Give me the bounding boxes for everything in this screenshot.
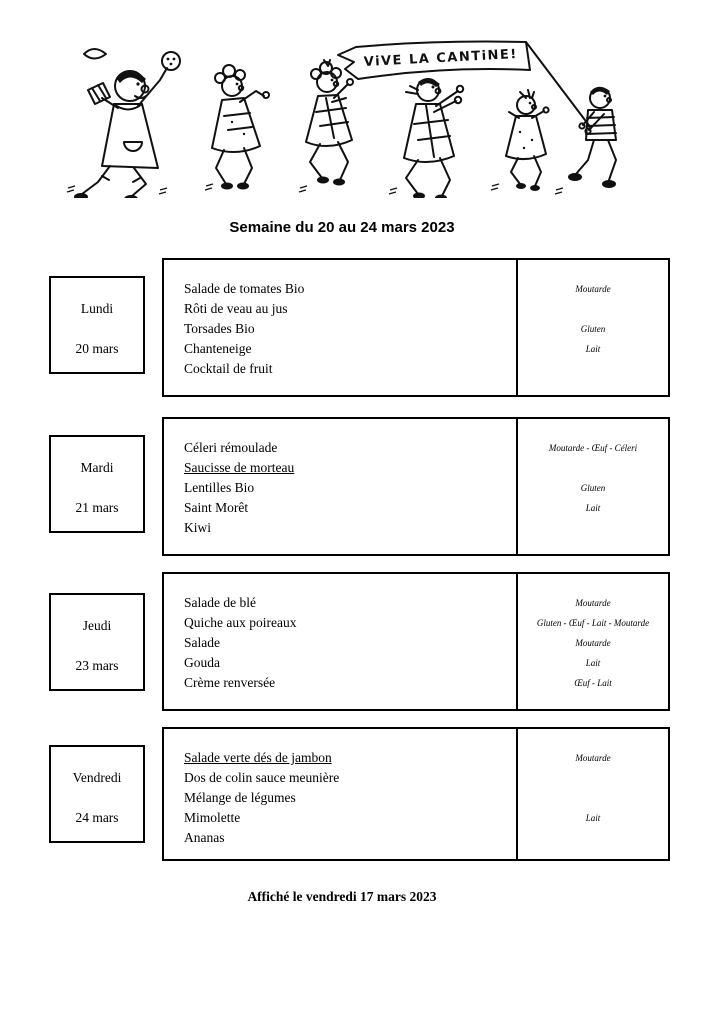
- menu-items-column: [164, 574, 516, 709]
- menu-item: Salade de tomates Bio: [184, 281, 305, 296]
- menu-item: Salade verte dés de jambon: [184, 750, 332, 765]
- allergen-label: Gluten: [580, 483, 606, 493]
- menu-items-column: [164, 729, 516, 859]
- chef-figure: [74, 49, 180, 198]
- menu-item: Mimolette: [184, 810, 241, 825]
- menu-item: Dos de colin sauce meunière: [184, 770, 340, 785]
- day-label-box: [49, 745, 145, 843]
- allergens-column: [516, 419, 668, 554]
- posted-date-footer: Affiché le vendredi 17 mars 2023: [247, 889, 437, 904]
- allergen-label: Lait: [585, 344, 601, 354]
- menu-item: Torsades Bio: [184, 321, 255, 336]
- cantine-illustration: [64, 40, 648, 198]
- menu-item: Cocktail de fruit: [184, 361, 273, 376]
- allergens-column: [516, 260, 668, 395]
- allergens-column: [516, 574, 668, 709]
- allergen-label: [518, 788, 668, 808]
- day-label-box: [49, 593, 145, 691]
- allergen-label: [518, 359, 668, 379]
- menu-items-column: [164, 419, 516, 554]
- menu-item: Quiche aux poireaux: [184, 615, 297, 630]
- day-date: 21 mars: [75, 500, 119, 515]
- menu-item: Ananas: [184, 830, 225, 845]
- menu-box: [162, 417, 670, 556]
- banner-ribbon: [338, 42, 591, 128]
- allergen-label: [518, 768, 668, 788]
- allergen-label: Lait: [585, 813, 601, 823]
- menu-item: Kiwi: [184, 520, 211, 535]
- menu-item: Lentilles Bio: [184, 480, 255, 495]
- day-date: 23 mars: [75, 658, 119, 673]
- page-title: Semaine du 20 au 24 mars 2023: [229, 219, 455, 236]
- menu-item: Saint Morêt: [184, 500, 249, 515]
- banner-text: ViVE LA CANTiNE!: [363, 46, 519, 70]
- day-label-box: [49, 435, 145, 533]
- menu-item: Salade: [184, 635, 220, 650]
- menu-box: [162, 572, 670, 711]
- allergen-label: [518, 458, 668, 478]
- allergen-label: Moutarde - Œuf - Céleri: [548, 443, 638, 453]
- allergen-label: [518, 828, 668, 848]
- menu-item: Céleri rémoulade: [184, 440, 278, 455]
- allergen-label: Gluten - Œuf - Lait - Moutarde: [536, 618, 650, 628]
- menu-item: Mélange de légumes: [184, 790, 296, 805]
- banner-boy-figure: [568, 87, 616, 188]
- menu-box: [162, 258, 670, 397]
- day-date: 24 mars: [75, 810, 119, 825]
- allergen-label: Moutarde: [575, 638, 611, 648]
- allergen-label: [518, 299, 668, 319]
- allergen-label: Moutarde: [575, 753, 611, 763]
- menu-item: Salade de blé: [184, 595, 256, 610]
- menu-box: [162, 727, 670, 861]
- menu-item: Chanteneige: [184, 341, 252, 356]
- day-label-box: [49, 276, 145, 374]
- day-name: Jeudi: [82, 618, 112, 633]
- day-name: Mardi: [80, 460, 114, 475]
- allergens-column: [516, 729, 668, 859]
- allergen-label: Œuf - Lait: [574, 678, 612, 688]
- child-figure-1: [212, 65, 269, 190]
- child-figure-4: [506, 90, 549, 191]
- allergen-label: Moutarde: [575, 598, 611, 608]
- allergen-label: Lait: [585, 503, 601, 513]
- menu-item: Rôti de veau au jus: [184, 301, 288, 316]
- menu-items-column: [164, 260, 516, 395]
- menu-item: Gouda: [184, 655, 220, 670]
- day-name: Vendredi: [72, 770, 122, 785]
- day-date: 20 mars: [75, 341, 119, 356]
- allergen-label: Gluten: [580, 324, 606, 334]
- allergen-label: [518, 518, 668, 538]
- menu-item: Saucisse de morteau: [184, 460, 295, 475]
- menu-item: Crème renversée: [184, 675, 276, 690]
- day-name: Lundi: [80, 301, 114, 316]
- allergen-label: Moutarde: [575, 284, 611, 294]
- allergen-label: Lait: [585, 658, 601, 668]
- child-figure-3: [404, 78, 463, 198]
- child-figure-2: [306, 60, 353, 186]
